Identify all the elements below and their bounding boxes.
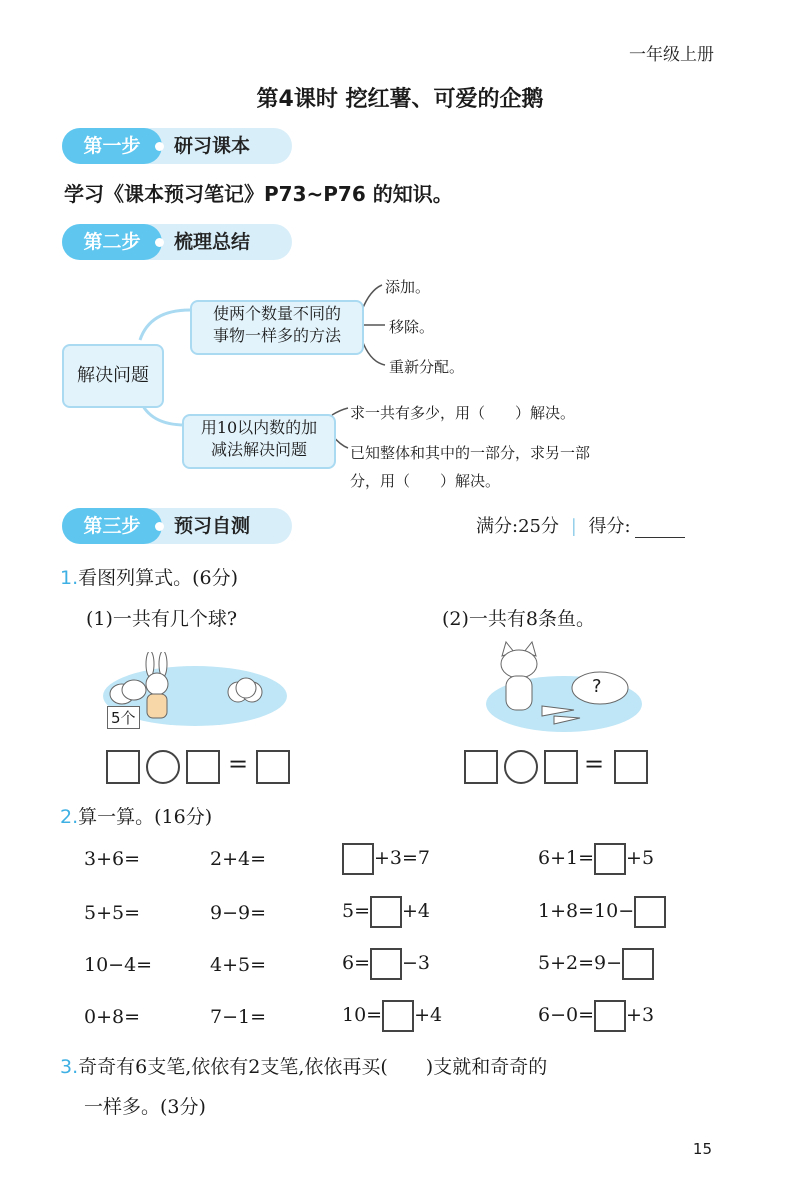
cat-fish-illustration xyxy=(484,640,644,736)
mindmap-root xyxy=(62,344,164,408)
step-dot-icon xyxy=(155,142,164,151)
leaf-remove: 移除。 xyxy=(389,318,435,336)
mindmap-root-label: 解决问题 xyxy=(77,365,149,386)
calc-prefix: 1+8=10− xyxy=(538,900,635,922)
calc-suffix: +3 xyxy=(626,1004,655,1026)
branch-2-line-1: 用10以内数的加 xyxy=(200,418,318,437)
mindmap-branch-2 xyxy=(182,414,336,469)
question-1 xyxy=(60,563,238,590)
rabbit-icon xyxy=(146,652,168,718)
grade-label: 一年级上册 xyxy=(629,45,714,65)
mindmap-branch-1 xyxy=(190,300,364,355)
question-3-number: 3. xyxy=(60,1056,79,1078)
calc-prefix: 6+1= xyxy=(538,847,595,869)
branch-2-line-2: 减法解决问题 xyxy=(210,440,307,459)
calc-suffix: +4 xyxy=(402,900,431,922)
calc-prefix: 6= xyxy=(342,952,371,974)
calc-fill-item xyxy=(538,843,654,875)
lesson-title: 第4课时 挖红薯、可爱的企鹅 xyxy=(256,87,544,112)
calc-prefix: 10= xyxy=(342,1004,383,1026)
calc-item: 2+4= xyxy=(210,848,267,870)
step-3-name: 预习自测 xyxy=(174,515,251,537)
calc-fill-item xyxy=(342,1000,442,1032)
question-3 xyxy=(60,1052,547,1079)
question-2-text: 算一算。(16分) xyxy=(78,806,213,828)
calc-item: 4+5= xyxy=(210,954,267,976)
fill-box[interactable] xyxy=(594,1000,626,1032)
calc-fill-item xyxy=(342,948,430,980)
calc-fill-item xyxy=(342,843,430,875)
fill-box[interactable] xyxy=(370,896,402,928)
q1-1-equals: = xyxy=(228,750,249,778)
calc-fill-item xyxy=(538,1000,654,1032)
fill-box[interactable] xyxy=(634,896,666,928)
q1-2-operator-circle[interactable] xyxy=(504,750,538,784)
calc-fill-item xyxy=(342,896,430,928)
full-score: 满分:25分 xyxy=(476,516,559,537)
calc-prefix: 5+2=9− xyxy=(538,952,623,974)
calc-item: 10−4= xyxy=(84,954,153,976)
step-dot-icon xyxy=(155,522,164,531)
score-blank[interactable] xyxy=(635,537,685,538)
study-instruction: 学习《课本预习笔记》P73~P76 的知识。 xyxy=(64,182,453,206)
fill-box[interactable] xyxy=(370,948,402,980)
question-bubble: ? xyxy=(592,676,602,697)
q1-1-operator-circle[interactable] xyxy=(146,750,180,784)
fill-box[interactable] xyxy=(342,843,374,875)
fill-box[interactable] xyxy=(382,1000,414,1032)
step-2-name: 梳理总结 xyxy=(174,231,251,253)
score-panel xyxy=(476,512,685,538)
calc-fill-item xyxy=(538,948,654,980)
leaf-add: 添加。 xyxy=(385,278,431,296)
ball-count-tag: 5个 xyxy=(107,706,140,729)
calc-item: 9−9= xyxy=(210,902,267,924)
step-dot-icon xyxy=(155,238,164,247)
calc-prefix: 6−0= xyxy=(538,1004,595,1026)
calc-fill-item xyxy=(538,896,666,928)
page-number: 15 xyxy=(692,1140,712,1158)
branch-1-line-1: 使两个数量不同的 xyxy=(212,304,341,323)
q1-2-answer-box-3[interactable] xyxy=(614,750,648,784)
calc-item: 0+8= xyxy=(84,1006,141,1028)
q1-sub-2: (2)一共有8条鱼。 xyxy=(442,608,596,630)
calc-suffix: +5 xyxy=(626,847,655,869)
calc-item: 7−1= xyxy=(210,1006,267,1028)
question-1-number: 1. xyxy=(60,567,79,589)
calc-suffix: +4 xyxy=(414,1004,443,1026)
step-2-banner xyxy=(62,224,292,260)
score-label: 得分: xyxy=(588,516,631,537)
calc-suffix: −3 xyxy=(402,952,431,974)
leaf-part-line-1: 已知整体和其中的一部分，求另一部 xyxy=(350,444,591,462)
calc-item: 5+5= xyxy=(84,902,141,924)
q1-2-equals: = xyxy=(584,750,605,778)
score-separator: | xyxy=(570,516,577,537)
step-1-name: 研习课本 xyxy=(174,135,251,157)
q1-2-answer-box-2[interactable] xyxy=(544,750,578,784)
question-2-number: 2. xyxy=(60,806,79,828)
fill-box[interactable] xyxy=(622,948,654,980)
step-1-banner xyxy=(62,128,292,164)
question-1-text: 看图列算式。(6分) xyxy=(78,567,239,589)
branch-1-line-2: 事物一样多的方法 xyxy=(212,326,341,345)
question-2 xyxy=(60,802,212,829)
leaf-part-line-2: 分，用（ ）解决。 xyxy=(350,472,501,490)
question-3-line-2: 一样多。(3分) xyxy=(84,1096,206,1118)
step-2-tag: 第二步 xyxy=(62,224,162,260)
leaf-total: 求一共有多少，用（ ）解决。 xyxy=(350,404,576,422)
step-3-tag: 第三步 xyxy=(62,508,162,544)
q1-1-answer-box-2[interactable] xyxy=(186,750,220,784)
question-3-line-1: 奇奇有6支笔,依依有2支笔,依依再买( )支就和奇奇的 xyxy=(78,1056,548,1078)
calc-item: 3+6= xyxy=(84,848,141,870)
step-3-banner xyxy=(62,508,292,544)
step-1-tag: 第一步 xyxy=(62,128,162,164)
q1-1-answer-box-1[interactable] xyxy=(106,750,140,784)
q1-sub-1: (1)一共有几个球? xyxy=(86,608,238,630)
calc-suffix: +3=7 xyxy=(374,847,431,869)
q1-1-answer-box-3[interactable] xyxy=(256,750,290,784)
cat-icon xyxy=(501,642,537,710)
leaf-redistribute: 重新分配。 xyxy=(389,358,465,376)
fill-box[interactable] xyxy=(594,843,626,875)
calc-prefix: 5= xyxy=(342,900,371,922)
q1-2-answer-box-1[interactable] xyxy=(464,750,498,784)
